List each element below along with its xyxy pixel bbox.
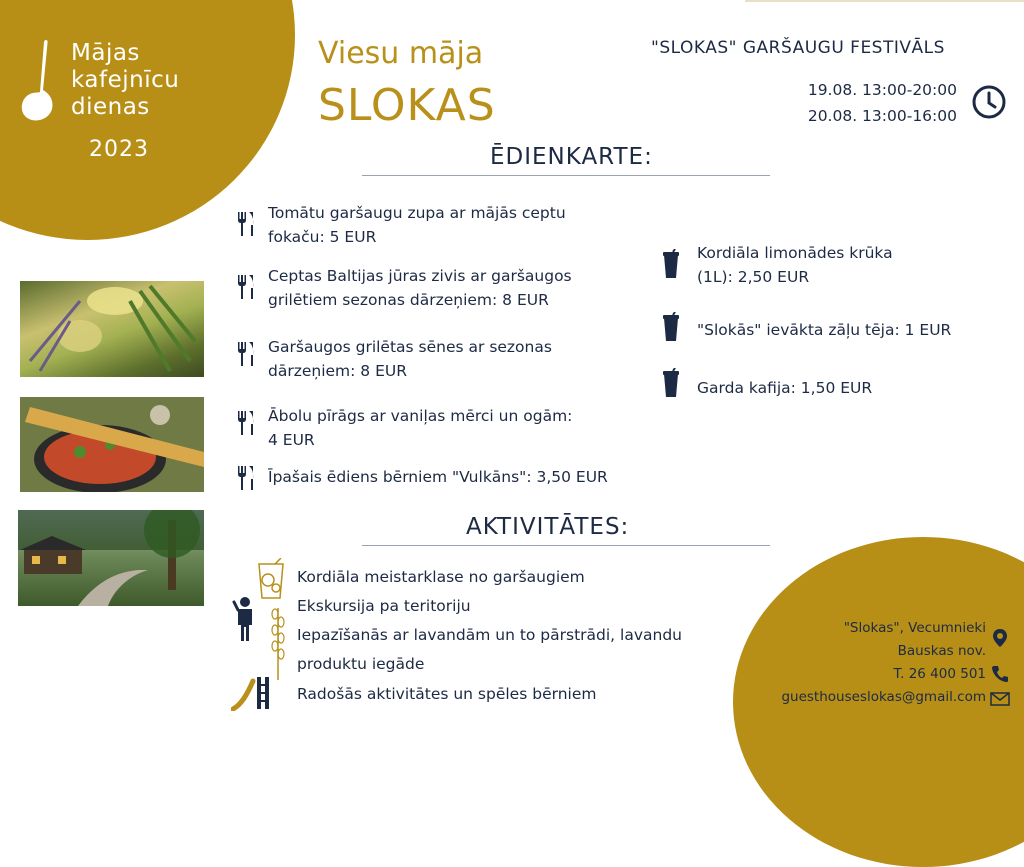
lemonade-glass-icon: [251, 558, 291, 600]
menu-food-item-line: Ceptas Baltijas jūras zivis ar garšaugos: [268, 267, 572, 285]
menu-food-item: [268, 465, 668, 489]
title-line-1: Viesu māja: [318, 36, 484, 71]
title-line-2: SLOKAS: [318, 80, 496, 131]
playground-slide-icon: [231, 675, 271, 711]
activity-item: Ekskursija pa teritoriju: [297, 597, 471, 615]
person-guide-icon: [232, 596, 256, 642]
menu-food-item: [268, 404, 638, 452]
menu-drink-item-line: Kordiāla limonādes krūka: [697, 244, 893, 262]
cup-icon: [661, 368, 681, 398]
activity-item: produktu iegāde: [297, 655, 425, 673]
email-envelope-icon: [990, 689, 1010, 709]
activity-item: Kordiāla meistarklase no garšaugiem: [297, 568, 585, 586]
cup-icon: [661, 249, 681, 279]
menu-divider: [362, 175, 770, 176]
cup-icon: [661, 312, 681, 342]
photo-soup-herbs: [20, 281, 204, 377]
contact-address-line-2: Bauskas nov.: [897, 643, 986, 659]
menu-drink-item: [697, 241, 1007, 289]
menu-drink-item-line: "Slokās" ievākta zāļu tēja: 1 EUR: [697, 321, 952, 339]
fork-knife-icon: [236, 465, 256, 491]
brand-line-3: dienas: [71, 94, 150, 120]
menu-drink-item: [697, 376, 1007, 400]
menu-drink-item-line: Garda kafija: 1,50 EUR: [697, 379, 873, 397]
photo-soup-focaccia: [20, 397, 204, 492]
menu-drink-item: [697, 318, 1007, 342]
menu-food-item-line: grilētiem sezonas dārzeņiem: 8 EUR: [268, 291, 549, 309]
festival-name: "SLOKAS" GARŠAUGU FESTIVĀLS: [651, 38, 945, 58]
activities-heading: AKTIVITĀTES:: [466, 514, 630, 540]
fork-knife-icon: [236, 341, 256, 367]
menu-drink-item-line: (1L): 2,50 EUR: [697, 268, 810, 286]
menu-food-item-line: Garšaugos grilētas sēnes ar sezonas: [268, 338, 552, 356]
festival-date-1: 19.08. 13:00-20:00: [807, 81, 957, 99]
fork-knife-icon: [236, 274, 256, 300]
fork-knife-icon: [236, 410, 256, 436]
festival-dates: [780, 77, 957, 129]
photo-guesthouse: [18, 510, 204, 606]
brand-name: [71, 40, 179, 121]
menu-food-item-line: fokaču: 5 EUR: [268, 228, 377, 246]
activity-item: Iepazīšanās ar lavandām un to pārstrādi, lavandu: [297, 626, 683, 644]
brand-line-2: kafejnīcu: [71, 67, 180, 93]
phone-icon: [990, 664, 1010, 684]
fork-knife-icon: [236, 211, 256, 237]
location-pin-icon: [990, 628, 1010, 648]
top-edge-line: [745, 0, 1024, 2]
menu-food-item: [268, 264, 638, 312]
menu-food-item: [268, 201, 638, 249]
menu-food-item: [268, 335, 638, 383]
contact-email: guesthouseslokas@gmail.com: [781, 689, 986, 705]
brand-line-1: Mājas: [71, 40, 140, 66]
clock-icon: [971, 84, 1007, 120]
contact-phone: T. 26 400 501: [893, 666, 986, 682]
ladle-logo-icon: [16, 38, 62, 126]
menu-food-item-line: Tomātu garšaugu zupa ar mājās ceptu: [268, 204, 566, 222]
menu-food-item-line: Īpašais ēdiens bērniem "Vulkāns": 3,50 EUR: [268, 468, 608, 486]
menu-food-item-line: 4 EUR: [268, 431, 315, 449]
activity-item: Radošās aktivitātes un spēles bērniem: [297, 685, 597, 703]
menu-heading: ĒDIENKARTE:: [490, 144, 653, 170]
menu-food-item-line: dārzeņiem: 8 EUR: [268, 362, 407, 380]
festival-date-2: 20.08. 13:00-16:00: [807, 107, 957, 125]
brand-year: 2023: [89, 137, 149, 162]
contact-address-line-1: "Slokas", Vecumnieki: [843, 620, 986, 636]
lavender-icon: [266, 604, 290, 682]
menu-food-item-line: Ābolu pīrāgs ar vaniļas mērci un ogām:: [268, 407, 573, 425]
activities-divider: [362, 545, 770, 546]
